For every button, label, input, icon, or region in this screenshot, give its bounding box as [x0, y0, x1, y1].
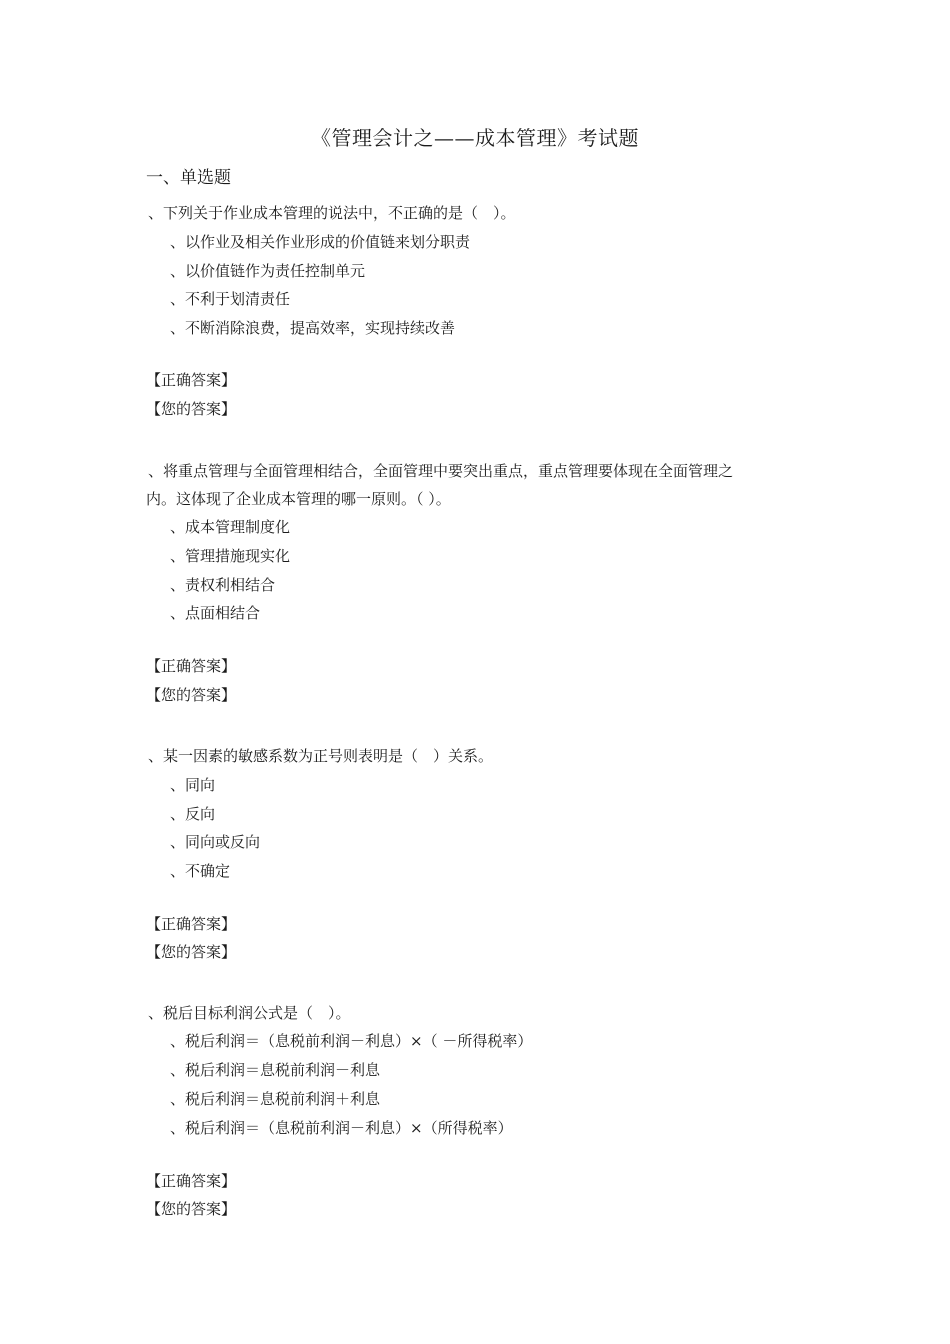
question-2-stem-continued: 内。这体现了企业成本管理的哪一原则。（ ）。	[146, 490, 451, 508]
question-3-option-c: 、同向或反向	[170, 833, 261, 851]
question-1-stem: 、下列关于作业成本管理的说法中，不正确的是（ ）。	[148, 204, 516, 222]
question-4-option-d: 、税后利润＝（息税前利润－利息）×（所得税率）	[170, 1119, 513, 1137]
question-2-correct-answer: 【正确答案】	[146, 657, 237, 675]
question-3-option-b: 、反向	[170, 805, 216, 823]
question-4-correct-answer: 【正确答案】	[146, 1172, 237, 1190]
question-2-option-a: 、成本管理制度化	[170, 518, 291, 536]
question-1-option-c: 、不利于划清责任	[170, 290, 291, 308]
question-2-stem: 、将重点管理与全面管理相结合，全面管理中要突出重点，重点管理要体现在全面管理之	[148, 462, 734, 480]
section-heading: 一、单选题	[146, 168, 231, 188]
question-1-option-d: 、不断消除浪费，提高效率，实现持续改善	[170, 319, 456, 337]
question-3-correct-answer: 【正确答案】	[146, 915, 237, 933]
question-3-option-d: 、不确定	[170, 862, 231, 880]
question-4-option-a: 、税后利润＝（息税前利润－利息）×（ －所得税率）	[170, 1032, 533, 1050]
document-title: 《管理会计之——成本管理》考试题	[311, 126, 639, 150]
question-4-your-answer: 【您的答案】	[146, 1200, 237, 1218]
question-3-your-answer: 【您的答案】	[146, 943, 237, 961]
question-1-option-b: 、以价值链作为责任控制单元	[170, 262, 366, 280]
question-4-stem: 、税后目标利润公式是（ ）。	[148, 1004, 351, 1022]
question-3-option-a: 、同向	[170, 776, 216, 794]
question-2-option-d: 、点面相结合	[170, 604, 261, 622]
question-1-correct-answer: 【正确答案】	[146, 371, 237, 389]
question-3-stem: 、某一因素的敏感系数为正号则表明是（ ）关系。	[148, 747, 494, 765]
question-2-your-answer: 【您的答案】	[146, 686, 237, 704]
question-4-option-c: 、税后利润＝息税前利润＋利息	[170, 1090, 381, 1108]
question-2-option-b: 、管理措施现实化	[170, 547, 291, 565]
question-4-option-b: 、税后利润＝息税前利润－利息	[170, 1061, 381, 1079]
question-1-option-a: 、以作业及相关作业形成的价值链来划分职责	[170, 233, 471, 251]
question-1-your-answer: 【您的答案】	[146, 400, 237, 418]
question-2-option-c: 、责权利相结合	[170, 576, 276, 594]
